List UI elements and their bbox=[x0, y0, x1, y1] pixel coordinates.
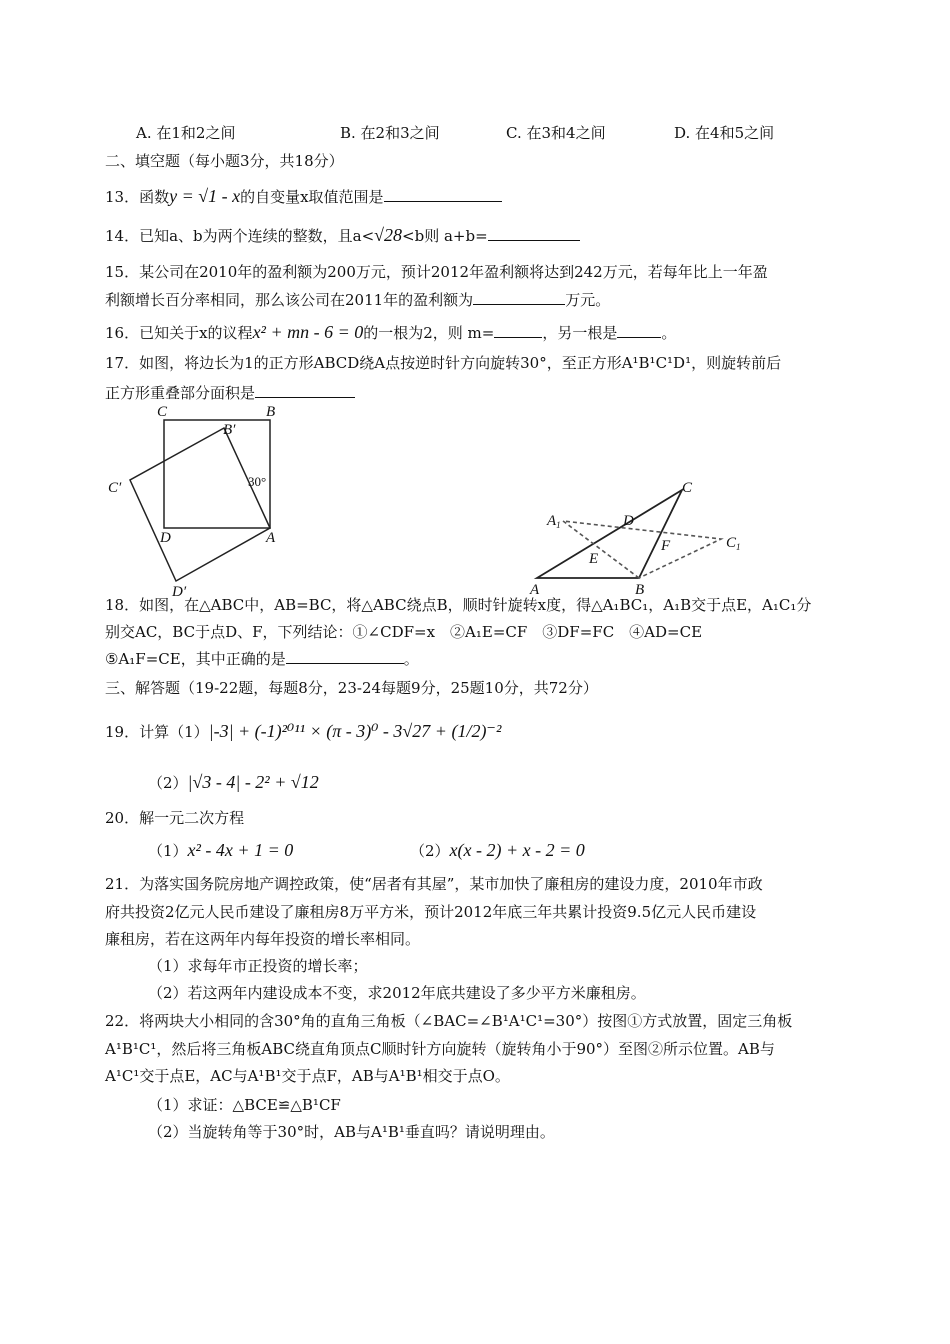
question-19-part-2 bbox=[148, 772, 319, 793]
q21-line3: 廉租房，若在这两年内每年投资的增长率相同。 bbox=[105, 930, 421, 948]
q19-expression-1: |-3| + (-1)²⁰¹¹ × (π - 3)⁰ - 3√27 + (1/2)⁻² bbox=[208, 721, 502, 741]
q19-text: 19．计算（1） bbox=[105, 723, 209, 741]
q16-text-post: 。 bbox=[661, 324, 677, 342]
q15-line1: 15．某公司在2010年的盈利额为200万元，预计2012年盈利额将达到242万元，若每年比上一年盈 bbox=[105, 263, 768, 281]
q15-text: 利额增长百分率相同，那么该公司在2011年的盈利额为 bbox=[105, 291, 474, 309]
question-16 bbox=[105, 322, 676, 343]
q20-part-1 bbox=[148, 840, 293, 861]
label-e: E bbox=[589, 551, 599, 567]
question-18 bbox=[105, 649, 419, 669]
q17-line1: 17．如图，将边长为1的正方形ABCD绕A点按逆时针方向旋转30°，至正方形A¹B¹C¹D¹，则旋转前后 bbox=[105, 354, 782, 372]
label-b: B bbox=[635, 582, 645, 598]
q16-formula: x² + mn - 6 = 0 bbox=[252, 322, 364, 342]
question-19 bbox=[105, 721, 501, 742]
q15-answer-blank[interactable] bbox=[473, 290, 565, 305]
q21-line1: 21．为落实国务院房地产调控政策，使“居者有其屋”，某市加快了廉租房的建设力度，2010年市政 bbox=[105, 875, 763, 893]
q21-subquestion-1: （1）求每年市正投资的增长率； bbox=[148, 957, 368, 975]
q13-text-post: 的自变量x取值范围是 bbox=[240, 188, 384, 206]
q18-text-post: 。 bbox=[403, 650, 419, 668]
q22-subquestion-1: （1）求证：△BCE≌△B¹CF bbox=[148, 1096, 341, 1114]
q12-option-b: B. 在2和3之间 bbox=[340, 124, 440, 142]
question-13 bbox=[105, 186, 502, 207]
q14-answer-blank[interactable] bbox=[488, 226, 580, 241]
label-f: F bbox=[661, 538, 671, 554]
q15-text-post: 万元。 bbox=[565, 291, 611, 309]
q16-text-mid: 的一根为2，则 m= bbox=[363, 324, 495, 342]
q20-equation-1: x² - 4x + 1 = 0 bbox=[187, 840, 294, 860]
q19-expression-2: |√3 - 4| - 2² + √12 bbox=[187, 772, 319, 792]
figure-rotated-triangle bbox=[525, 475, 765, 600]
label-d-prime: D′ bbox=[172, 584, 187, 600]
q18-text: ⑤A₁F=CE，其中正确的是 bbox=[105, 650, 286, 668]
q16-text-mid2: ，另一根是 bbox=[542, 324, 618, 342]
q17-answer-blank[interactable] bbox=[255, 383, 355, 398]
triangle-a1bc1 bbox=[563, 521, 721, 578]
q14-formula: √28 bbox=[374, 225, 403, 245]
section-fill-in-heading: 二、填空题（每小题3分，共18分） bbox=[105, 152, 344, 170]
q21-line2: 府共投资2亿元人民币建设了廉租房8万平方米，预计2012年底三年共累计投资9.5亿元人民币建设 bbox=[105, 903, 757, 921]
label-d: D bbox=[623, 513, 634, 529]
q22-line2: A¹B¹C¹，然后将三角板ABC绕直角顶点C顺时针方向旋转（旋转角小于90°）至图②所示位置。AB与 bbox=[105, 1040, 775, 1058]
q13-answer-blank[interactable] bbox=[384, 187, 502, 202]
question-14 bbox=[105, 225, 580, 246]
square-a1b1c1d1 bbox=[130, 428, 270, 581]
q18-answer-blank[interactable] bbox=[286, 649, 404, 664]
q17-text: 正方形重叠部分面积是 bbox=[105, 384, 256, 402]
q20-part1-label: （1） bbox=[148, 842, 188, 860]
q22-line1: 22．将两块大小相同的含30°角的直角三角板（∠BAC=∠B¹A¹C¹=30°）按图①方式放置，固定三角板 bbox=[105, 1012, 793, 1030]
label-b: B bbox=[266, 404, 276, 420]
q20-part2-label: （2） bbox=[410, 842, 450, 860]
q12-option-d: D. 在4和5之间 bbox=[674, 124, 775, 142]
q18-line1: 18．如图，在△ABC中，AB=BC，将△ABC绕点B，顺时针旋转x度，得△A₁BC₁，A₁B交于点E，A₁C₁分 bbox=[105, 596, 812, 614]
label-c: C bbox=[682, 480, 693, 496]
q22-subquestion-2: （2）当旋转角等于30°时，AB与A¹B¹垂直吗？请说明理由。 bbox=[148, 1123, 555, 1141]
q16-text: 16．已知关于x的议程 bbox=[105, 324, 253, 342]
q16-answer-blank-root[interactable] bbox=[617, 323, 661, 338]
label-d: D bbox=[160, 530, 171, 546]
label-a1: $A_1$ bbox=[547, 513, 561, 530]
section-solutions-heading: 三、解答题（19-22题，每题8分，23-24每题9分，25题10分，共72分） bbox=[105, 679, 598, 697]
q13-text: 13．函数 bbox=[105, 188, 170, 206]
q14-text-post: <b则 a+b= bbox=[402, 227, 488, 245]
q20-part-2 bbox=[410, 840, 585, 861]
q16-answer-blank-m[interactable] bbox=[494, 323, 542, 338]
q21-subquestion-2: （2）若这两年内建设成本不变，求2012年底共建设了多少平方米廉租房。 bbox=[148, 984, 646, 1002]
label-c1: $C_1$ bbox=[726, 535, 741, 552]
label-c: C bbox=[157, 404, 168, 420]
q20-title: 20．解一元二次方程 bbox=[105, 809, 245, 827]
label-a: A bbox=[266, 530, 276, 546]
question-15 bbox=[105, 290, 610, 310]
figure-rotated-square bbox=[100, 400, 300, 605]
q12-option-a: A. 在1和2之间 bbox=[136, 124, 236, 142]
triangle-abc bbox=[537, 490, 682, 578]
q12-option-c: C. 在3和4之间 bbox=[506, 124, 606, 142]
label-angle-30: 30° bbox=[248, 474, 267, 489]
label-b-prime: B′ bbox=[223, 422, 236, 438]
q19-part2-label: （2） bbox=[148, 774, 188, 792]
q18-line2: 别交AC，BC于点D、F，下列结论：①∠CDF=x ②A₁E=CF ③DF=FC ④AD=CE bbox=[105, 623, 703, 641]
label-c-prime: C′ bbox=[108, 480, 122, 496]
q13-formula: y = √1 - x bbox=[169, 186, 241, 206]
q14-text: 14．已知a、b为两个连续的整数，且a< bbox=[105, 227, 375, 245]
q20-equation-2: x(x - 2) + x - 2 = 0 bbox=[449, 840, 585, 860]
label-a: A bbox=[530, 582, 540, 598]
q22-line3: A¹C¹交于点E，AC与A¹B¹交于点F，AB与A¹B¹相交于点O。 bbox=[105, 1067, 510, 1085]
